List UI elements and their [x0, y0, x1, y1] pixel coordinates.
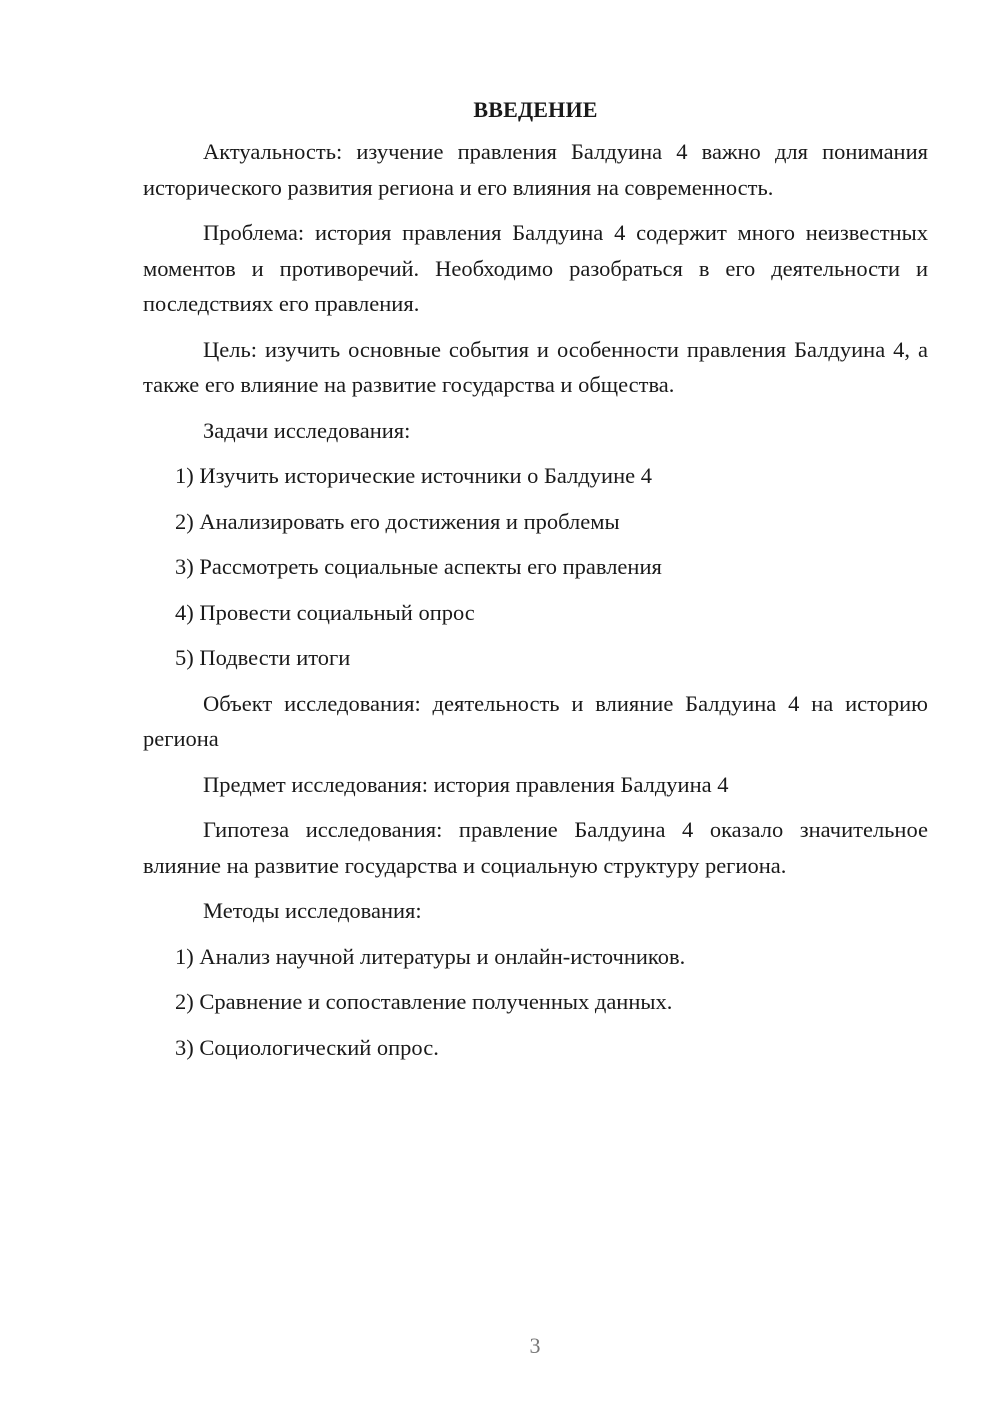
- page-number: 3: [529, 1333, 541, 1358]
- tasks-heading: Задачи исследования:: [203, 417, 411, 443]
- methods-list: [143, 939, 928, 1066]
- subject-paragraph: Предмет исследования: история правления Балдуина 4: [203, 771, 729, 797]
- list-item: 3) Социологический опрос.: [175, 1034, 439, 1060]
- list-item: 1) Анализ научной литературы и онлайн-источников.: [175, 943, 686, 969]
- object-paragraph: Объект исследования: деятельность и влияние Балдуина 4 на историю региона: [143, 690, 928, 751]
- list-item: 1) Изучить исторические источники о Балдуине 4: [175, 463, 652, 488]
- list-item: 2) Анализировать его достижения и проблемы: [175, 508, 620, 534]
- problem-paragraph: Проблема: история правления Балдуина 4 содержит много неизвестных моментов и противоречий. Необходимо разобраться в его деятельности и последствиях его правления.: [143, 220, 928, 316]
- methods-heading: Методы исследования:: [203, 898, 422, 923]
- list-item: 4) Провести социальный опрос: [175, 599, 475, 625]
- page-title: ВВЕДЕНИЕ: [473, 97, 598, 122]
- goal-paragraph: Цель: изучить основные события и особенности правления Балдуина 4, а также его влияние на развитие государства и общества.: [143, 336, 928, 397]
- list-item: 2) Сравнение и сопоставление полученных данных.: [175, 989, 673, 1014]
- page-content: [143, 92, 928, 1075]
- relevance-paragraph: Актуальность: изучение правления Балдуина 4 важно для понимания исторического развития региона и его влияния на современность.: [143, 139, 928, 200]
- list-item: 3) Рассмотреть социальные аспекты его правления: [175, 554, 662, 579]
- list-item: 5) Подвести итоги: [175, 645, 351, 670]
- tasks-list: [143, 458, 928, 676]
- hypothesis-paragraph: Гипотеза исследования: правление Балдуина 4 оказало значительное влияние на развитие государства и социальную структуру региона.: [143, 817, 928, 878]
